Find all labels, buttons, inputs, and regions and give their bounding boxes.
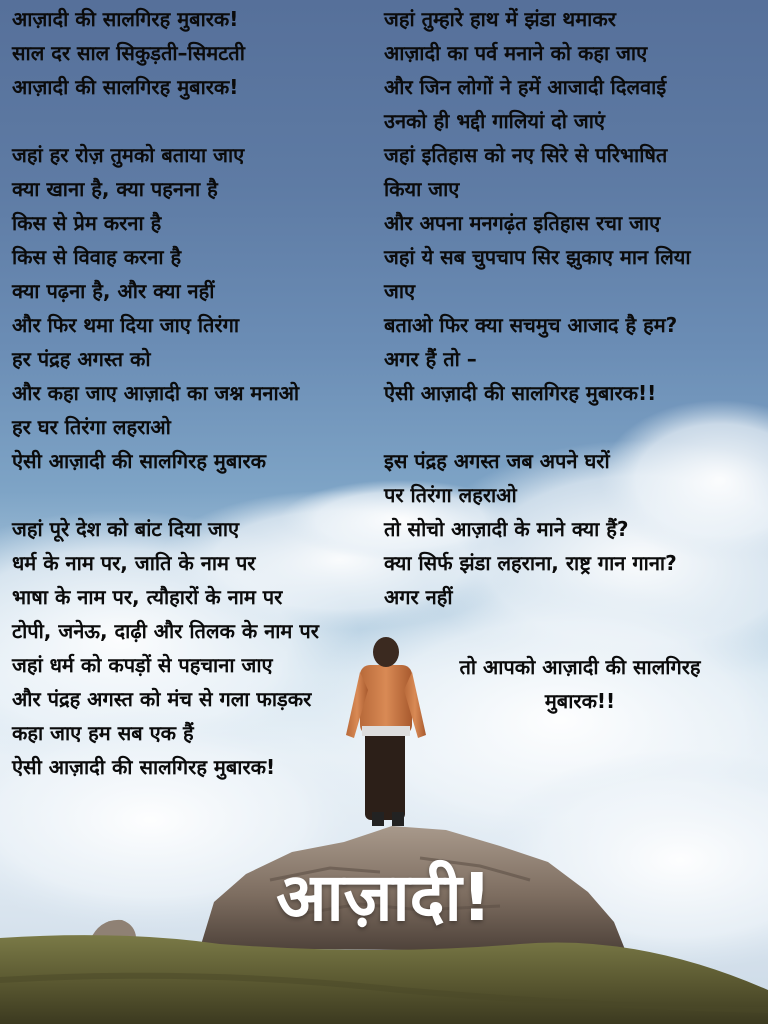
poem-line: अगर नहीं [384, 585, 453, 609]
poem-line: धर्म के नाम पर, जाति के नाम पर [12, 551, 256, 575]
poem-line: किस से विवाह करना है [12, 245, 182, 269]
poem-line: अगर हैं तो – [384, 347, 477, 371]
poem-line: जहां हर रोज़ तुमको बताया जाए [12, 143, 245, 167]
closing-line: मुबारक!! [544, 689, 616, 713]
poem-line: साल दर साल सिकुड़ती–सिमटती [12, 41, 245, 65]
poem-line: कहा जाए हम सब एक हैं [12, 721, 194, 745]
poem-line: और पंद्रह अगस्त को मंच से गला फाड़कर [12, 687, 312, 711]
poem-line: जहां तुम्हारे हाथ में झंडा थमाकर [384, 7, 616, 31]
poem-line: भाषा के नाम पर, त्यौहारों के नाम पर [12, 585, 283, 609]
poem-line: इस पंद्रह अगस्त जब अपने घरों [384, 449, 610, 473]
poem-line: और फिर थमा दिया जाए तिरंगा [12, 313, 240, 337]
poem-line: ऐसी आज़ादी की सालगिरह मुबारक!! [384, 381, 657, 405]
poem-line: जाए [384, 279, 416, 303]
poem-line: किस से प्रेम करना है [12, 211, 162, 235]
poem-line: पर तिरंगा लहराओ [384, 483, 517, 507]
poem-line: और अपना मनगढ़ंत इतिहास रचा जाए [384, 211, 661, 235]
poem-line: ऐसी आज़ादी की सालगिरह मुबारक! [12, 755, 276, 779]
poem-line: क्या खाना है, क्या पहनना है [12, 177, 218, 201]
poem-line: आज़ादी की सालगिरह मुबारक! [12, 7, 239, 31]
poem-line: हर पंद्रह अगस्त को [12, 347, 151, 371]
poem-line: आज़ादी का पर्व मनाने को कहा जाए [384, 41, 648, 65]
poem-line: टोपी, जनेऊ, दाढ़ी और तिलक के नाम पर [12, 619, 319, 643]
poem-line: और जिन लोगों ने हमें आजादी दिलवाई [384, 75, 667, 99]
poem-line: जहां इतिहास को नए सिरे से परिभाषित [384, 143, 668, 167]
stanza-gap [12, 478, 319, 512]
poem-line: और कहा जाए आज़ादी का जश्न मनाओ [12, 381, 300, 405]
poem-line: बताओ फिर क्या सचमुच आजाद है हम? [384, 313, 678, 337]
title-text: आज़ादी! [276, 859, 492, 936]
poem-line: जहां ये सब चुपचाप सिर झुकाए मान लिया [384, 245, 691, 269]
poem-line: किया जाए [384, 177, 460, 201]
poem-line: जहां पूरे देश को बांट दिया जाए [12, 517, 240, 541]
poem-line: क्या सिर्फ झंडा लहराना, राष्ट्र गान गाना? [384, 551, 677, 575]
closing-stanza [410, 650, 750, 718]
poem-line: हर घर तिरंगा लहराओ [12, 415, 171, 439]
poem-line: तो सोचो आज़ादी के माने क्या हैं? [384, 517, 629, 541]
poem-line: उनको ही भद्दी गालियां दो जाएं [384, 109, 605, 133]
closing-line: तो आपको आज़ादी की सालगिरह [459, 655, 701, 679]
poem-line: ऐसी आज़ादी की सालगिरह मुबारक [12, 449, 267, 473]
poem-line: आज़ादी की सालगिरह मुबारक! [12, 75, 239, 99]
poem-line: क्या पढ़ना है, और क्या नहीं [12, 279, 215, 303]
stanza-gap [384, 410, 691, 444]
poem-right-column [384, 2, 691, 614]
stanza-gap [12, 104, 319, 138]
poem-line: जहां धर्म को कपड़ों से पहचाना जाए [12, 653, 273, 677]
poem-left-column [12, 2, 319, 784]
